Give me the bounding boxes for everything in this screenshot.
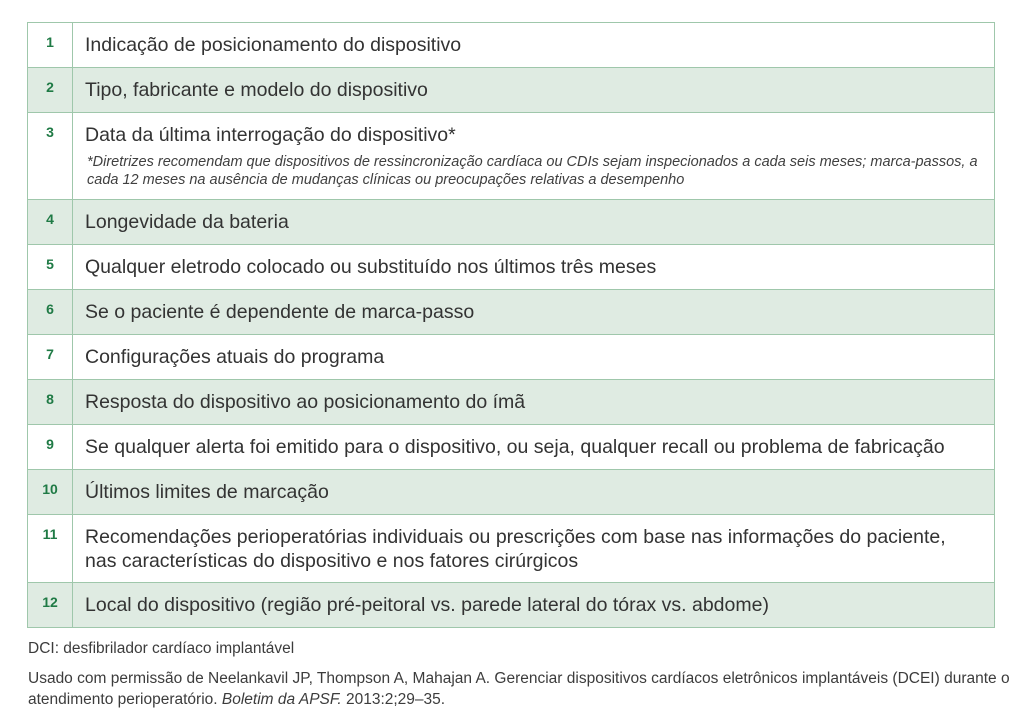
row-text: Últimos limites de marcação [73, 470, 995, 515]
row-number: 6 [28, 290, 73, 335]
row-number: 1 [28, 23, 73, 68]
row-text: Data da última interrogação do dispositivo* [85, 124, 456, 146]
table-row [28, 335, 995, 380]
table-row [28, 200, 995, 245]
checklist-table [27, 22, 995, 628]
row-number: 3 [28, 113, 73, 200]
table-row [28, 515, 995, 583]
row-cell [73, 113, 995, 200]
row-number: 7 [28, 335, 73, 380]
row-number: 9 [28, 425, 73, 470]
citation [28, 668, 1013, 710]
table-row [28, 290, 995, 335]
row-number: 4 [28, 200, 73, 245]
row-text: Local do dispositivo (região pré-peitoral vs. parede lateral do tórax vs. abdome) [73, 583, 995, 628]
table-row [28, 470, 995, 515]
citation-journal: Boletim da APSF. [221, 691, 342, 708]
table-row [28, 68, 995, 113]
table-row [28, 245, 995, 290]
row-number: 10 [28, 470, 73, 515]
table-row [28, 425, 995, 470]
row-text: Indicação de posicionamento do dispositivo [73, 23, 995, 68]
row-footnote: *Diretrizes recomendam que dispositivos de ressincronização cardíaca ou CDIs sejam inspecionados a cada seis meses; marca-passos, a cada 12 meses na ausência de mudanças clínicas ou preocupações relativas a desempenho [87, 154, 978, 188]
row-number: 11 [28, 515, 73, 583]
table-row [28, 113, 995, 200]
row-text: Se o paciente é dependente de marca-passo [73, 290, 995, 335]
abbreviation-note: DCI: desfibrilador cardíaco implantável [28, 640, 295, 657]
row-number: 2 [28, 68, 73, 113]
row-text: Configurações atuais do programa [73, 335, 995, 380]
table-row [28, 380, 995, 425]
citation-main: Usado com permissão de Neelankavil JP, Thompson A, Mahajan A. Gerenciar dispositivos cardíacos eletrônicos implantáveis (DCEI) durante o atendimento perioperatório. [28, 670, 1010, 708]
row-text: Recomendações perioperatórias individuais ou prescrições com base nas informações do paciente, nas características do dispositivo e nos fatores cirúrgicos [73, 515, 995, 583]
row-number: 5 [28, 245, 73, 290]
row-number: 8 [28, 380, 73, 425]
row-text: Qualquer eletrodo colocado ou substituído nos últimos três meses [73, 245, 995, 290]
row-number: 12 [28, 583, 73, 628]
citation-ref: 2013:2;29–35. [345, 691, 446, 708]
row-text: Tipo, fabricante e modelo do dispositivo [73, 68, 995, 113]
row-text: Resposta do dispositivo ao posicionamento do ímã [73, 380, 995, 425]
row-text: Longevidade da bateria [73, 200, 995, 245]
table-row [28, 23, 995, 68]
table-row [28, 583, 995, 628]
row-text: Se qualquer alerta foi emitido para o dispositivo, ou seja, qualquer recall ou problema de fabricação [73, 425, 995, 470]
